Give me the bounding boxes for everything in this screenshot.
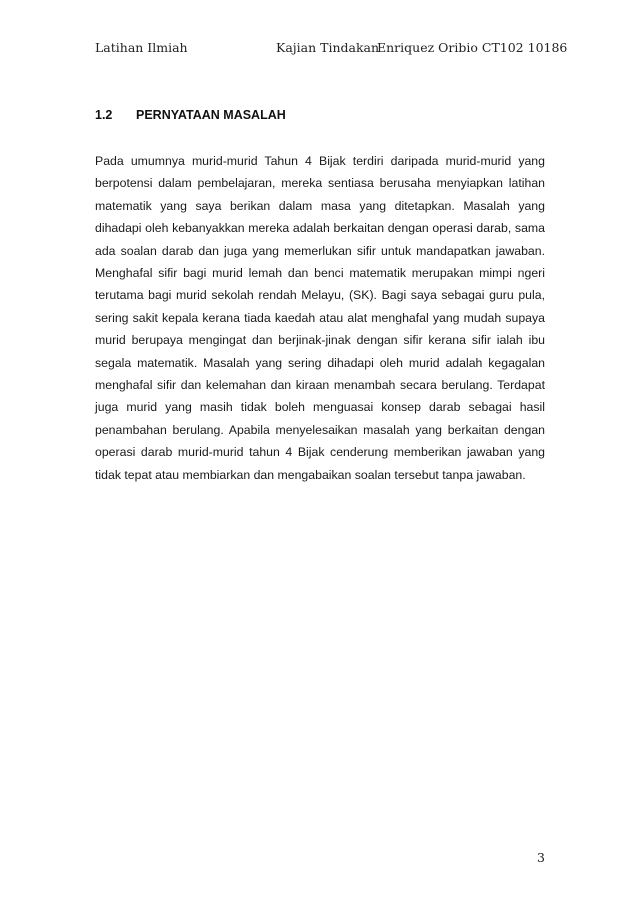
- section-number: 1.2: [95, 108, 113, 122]
- section-heading: [95, 106, 286, 124]
- header-author: Enriquez Oribio CT102 10186: [377, 40, 568, 55]
- header-course-title: Latihan Ilmiah: [95, 40, 188, 55]
- section-title: PERNYATAAN MASALAH: [136, 108, 286, 122]
- header-document-title: Kajian Tindakan: [276, 40, 380, 55]
- body-paragraph: Pada umumnya murid-murid Tahun 4 Bijak terdiri daripada murid-murid yang berpotensi dalam pembelajaran, mereka sentiasa berusaha menyiapkan latihan matematik yang saya berikan dalam masa yang ditetapkan. Masalah yang dihadapi oleh kebanyakkan mereka adalah berkaitan dengan operasi darab, sama ada soalan darab dan juga yang memerlukan sifir untuk mandapatkan jawaban. Menghafal sifir bagi murid lemah dan benci matematik merupakan mimpi ngeri terutama bagi murid sekolah rendah Melayu, (SK). Bagi saya sebagai guru pula, sering sakit kepala kerana tiada kaedah atau alat menghafal yang mudah supaya murid berupaya mengingat dan berjinak-jinak dengan sifir kerana sifir ialah ibu segala matematik. Masalah yang sering dihadapi oleh murid adalah kegagalan menghafal sifir dan kelemahan dan kiraan menambah secara berulang. Terdapat juga murid yang masih tidak boleh menguasai konsep darab sebagai hasil penambahan berulang. Apabila menyelesaikan masalah yang berkaitan dengan operasi darab murid-murid tahun 4 Bijak cenderung memberikan jawaban yang tidak tepat atau membiarkan dan mengabaikan soalan tersebut tanpa jawaban.: [95, 154, 545, 482]
- page-header: [95, 38, 568, 58]
- page-number: 3: [537, 850, 545, 865]
